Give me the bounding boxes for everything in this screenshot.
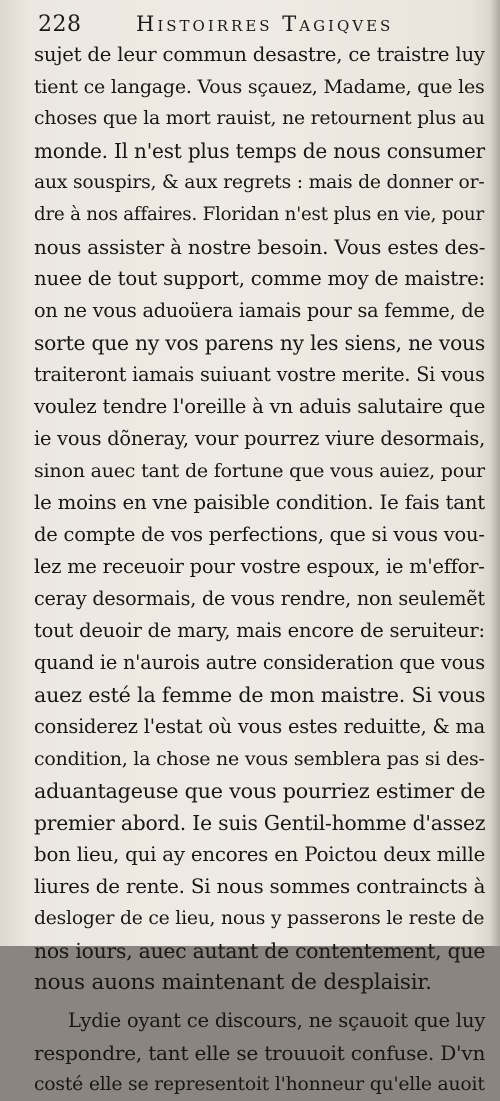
text-line: voulez tendre l'oreille à vn aduis salutaire que bbox=[34, 395, 486, 418]
text-line: nuee de tout support, comme moy de maistre: bbox=[34, 267, 485, 290]
text-line: quand ie n'aurois autre consideration que vous bbox=[34, 651, 485, 674]
page-header bbox=[38, 12, 488, 38]
text-line: le moins en vne paisible condition. Ie fais tant bbox=[34, 491, 486, 514]
text-line: nous assister à nostre besoin. Vous estes des- bbox=[34, 235, 486, 259]
text-line: on ne vous aduoüera iamais pour sa femme, de bbox=[34, 299, 485, 322]
text-line: ie vous dõneray, vour pourrez viure desormais, bbox=[34, 427, 486, 450]
page-number: 228 bbox=[38, 12, 82, 37]
text-line: desloger de ce lieu, nous y passerons le reste de bbox=[34, 908, 485, 929]
text-line: sinon auec tant de fortune que vous auiez, pour bbox=[34, 460, 485, 482]
running-head: Histoirres Tagiqves bbox=[136, 12, 394, 36]
text-line: traiteront iamais suiuant vostre merite. Si vous bbox=[34, 363, 485, 386]
text-line: lez me receuoir pour vostre espoux, ie m'effor- bbox=[34, 555, 485, 578]
text-line: dre à nos affaires. Floridan n'est plus en vie, pour bbox=[34, 204, 484, 225]
text-line: aduantageuse que vous pourriez estimer de bbox=[34, 779, 486, 803]
text-line: sujet de leur commun desastre, ce traistre luy bbox=[34, 43, 485, 66]
text-line: considerez l'estat où vous estes reduitte, & ma bbox=[34, 715, 485, 738]
text-line: liures de rente. Si nous sommes contraincts à bbox=[34, 875, 486, 898]
text-line: choses que la mort rauist, ne retournent plus au bbox=[34, 108, 485, 129]
text-line: condition, la chose ne vous semblera pas si des- bbox=[34, 748, 485, 770]
text-line: premier abord. Ie suis Gentil-homme d'assez bbox=[34, 811, 486, 835]
text-line: monde. Il n'est plus temps de nous consumer bbox=[34, 139, 485, 163]
text-line: nos iours, auec autant de contentement, que bbox=[34, 939, 486, 963]
text-line: aux souspirs, & aux regrets : mais de donner or- bbox=[34, 172, 485, 193]
body-text bbox=[34, 39, 486, 1101]
text-line: ceray desormais, de vous rendre, non seulemẽt bbox=[34, 587, 485, 610]
paragraph-start-line: Lydie oyant ce discours, ne sçauoit que luy bbox=[68, 1009, 486, 1032]
text-line: respondre, tant elle se trouuoit confuse. D'vn bbox=[34, 1041, 486, 1065]
text-line: de compte de vos perfections, que si vous vou- bbox=[34, 523, 485, 546]
text-line: tient ce langage. Vous sçauez, Madame, que les bbox=[34, 76, 485, 98]
text-line: nous auons maintenant de desplaisir. bbox=[34, 970, 432, 995]
page-edge-shadow bbox=[490, 0, 500, 946]
text-line: bon lieu, qui ay encores en Poictou deux mille bbox=[34, 843, 486, 866]
text-line: costé elle se representoit l'honneur qu'elle auoit bbox=[34, 1074, 485, 1095]
text-line: tout deuoir de mary, mais encore de seruiteur: bbox=[34, 619, 485, 642]
text-line: sorte que ny vos parens ny les siens, ne vous bbox=[34, 331, 486, 355]
text-line: auez esté la femme de mon maistre. Si vous bbox=[34, 683, 486, 707]
